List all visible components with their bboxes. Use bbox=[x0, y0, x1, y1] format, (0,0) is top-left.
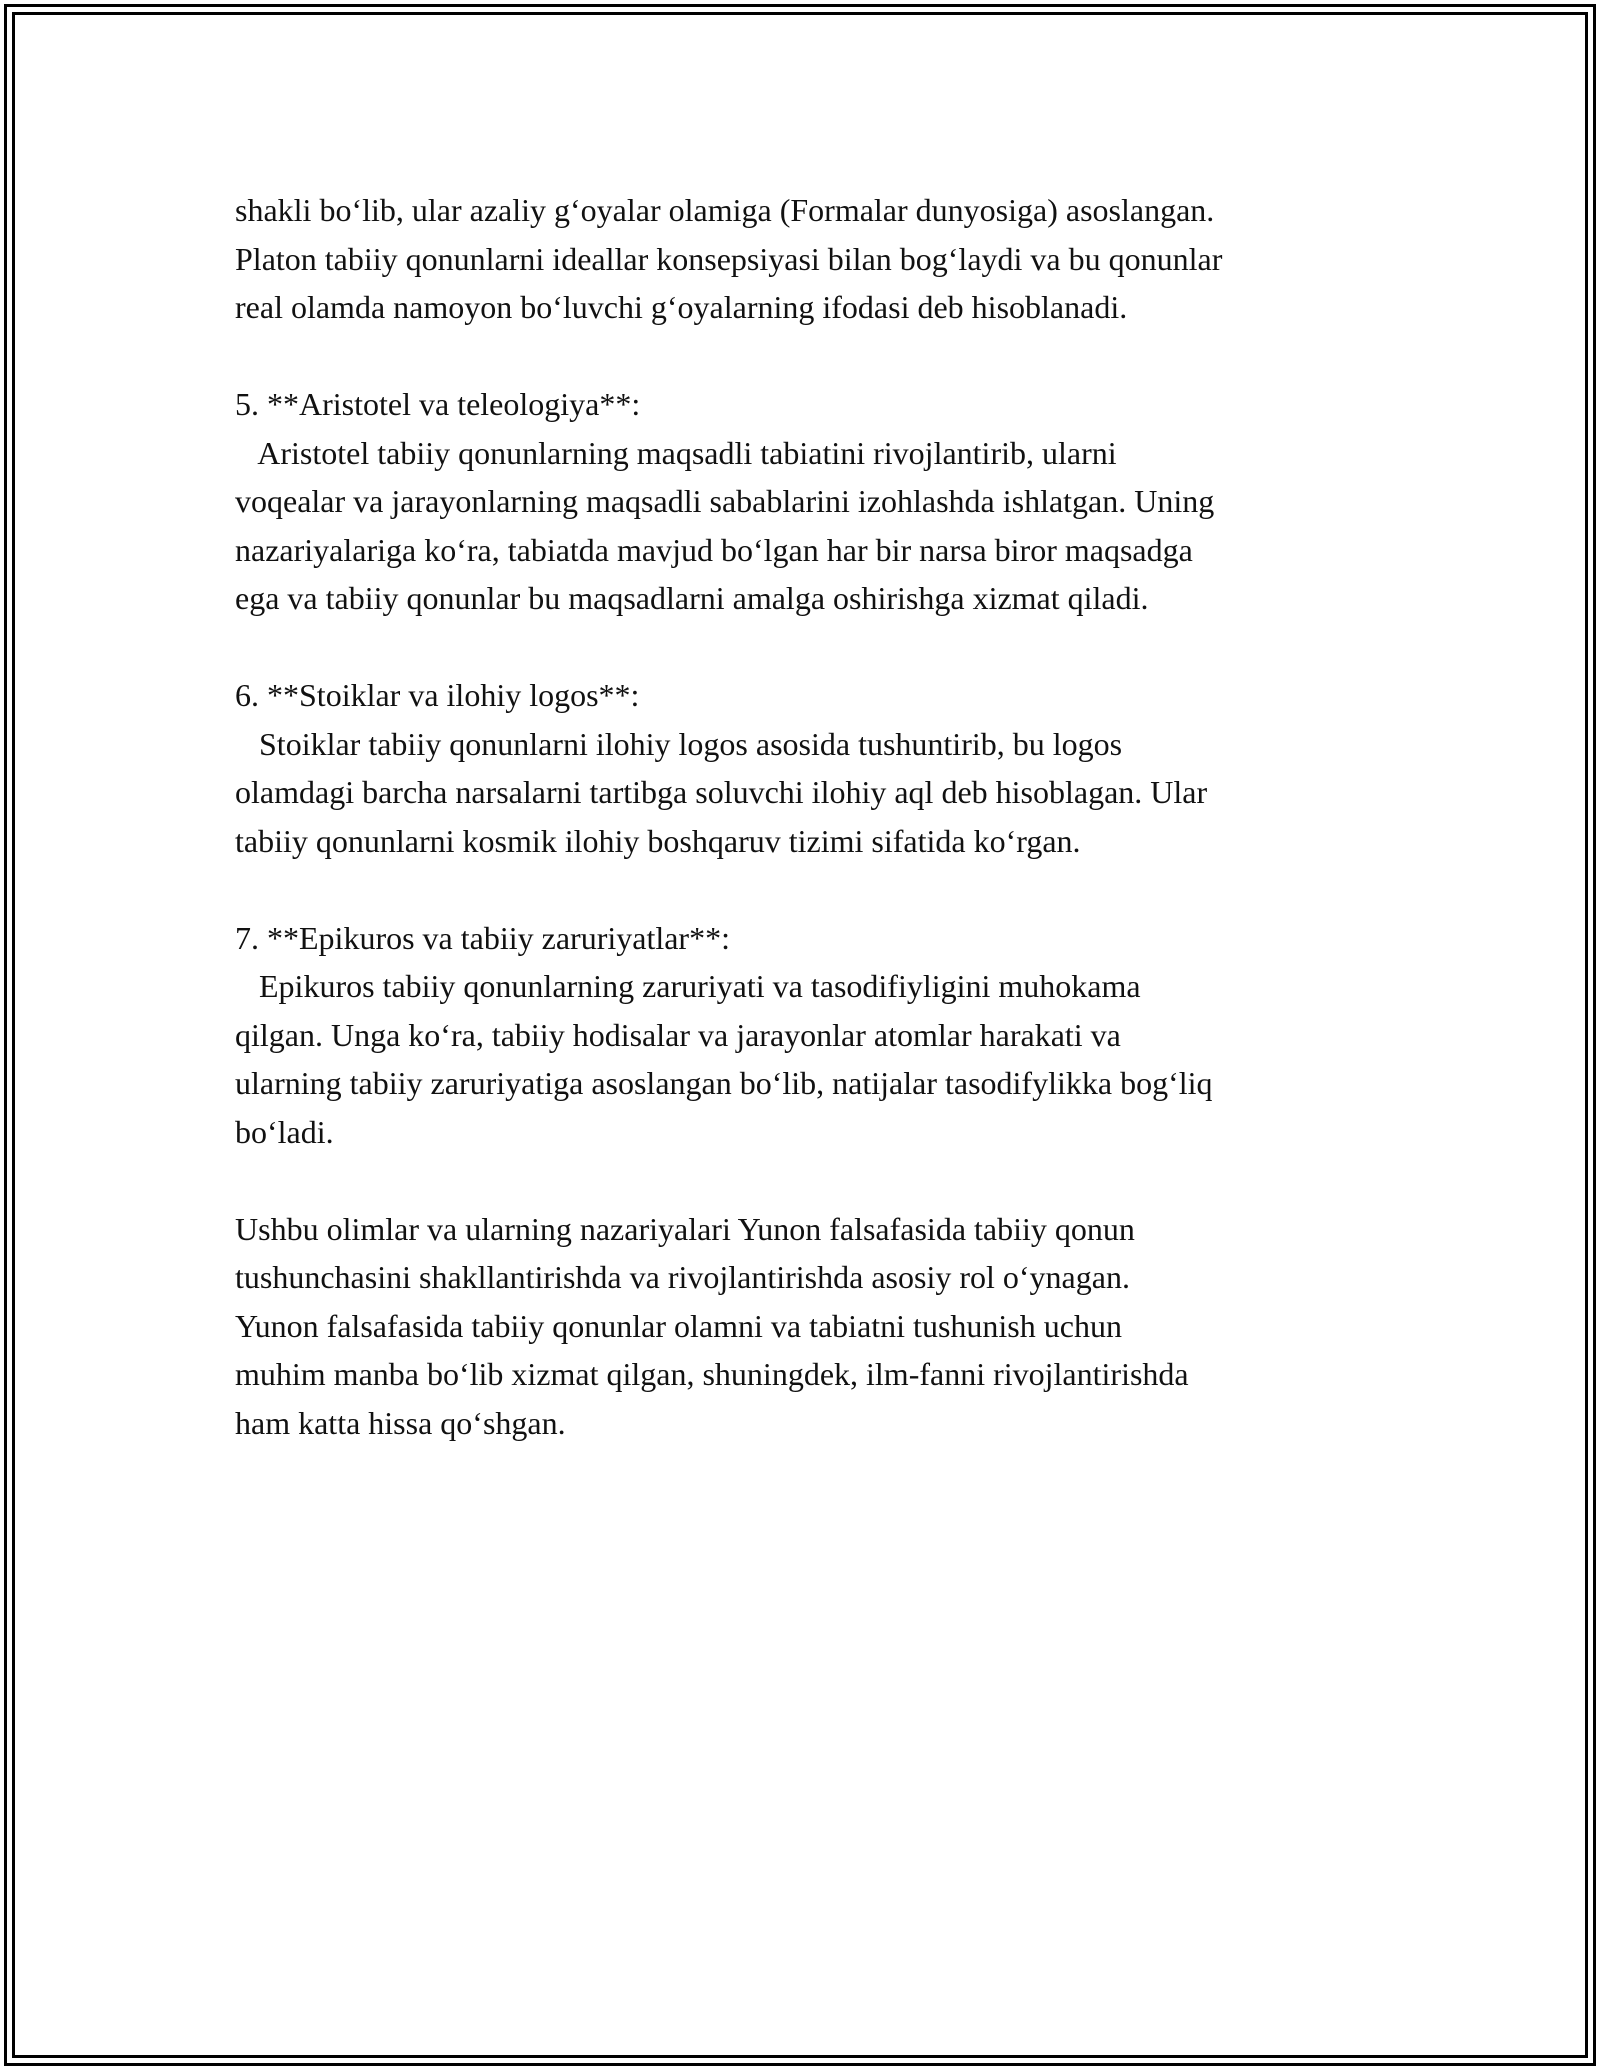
paragraph-aristotel bbox=[235, 380, 1395, 623]
text-line: nazariyalariga ko‘ra, tabiatda mavjud bo‘lgan har bir narsa biror maqsadga bbox=[235, 531, 1193, 568]
paragraph-stoiklar bbox=[235, 671, 1395, 865]
text-line: ham katta hissa qo‘shgan. bbox=[235, 1404, 566, 1441]
text-line: real olamda namoyon bo‘luvchi g‘oyalarning ifodasi deb hisoblanadi. bbox=[235, 289, 1128, 325]
text-line: ega va tabiiy qonunlar bu maqsadlarni amalga oshirishga xizmat qiladi. bbox=[235, 580, 1149, 616]
text-line: bo‘ladi. bbox=[235, 1113, 334, 1150]
text-line: voqealar va jarayonlarning maqsadli sabablarini izohlashda ishlatgan. Uning bbox=[235, 483, 1215, 519]
text-line: Platon tabiiy qonunlarni ideallar konsepsiyasi bilan bog‘laydi va bu qonunlar bbox=[235, 240, 1223, 277]
paragraph-gap bbox=[235, 1156, 1395, 1205]
paragraph-gap bbox=[235, 865, 1395, 914]
section-heading: 7. **Epikuros va tabiiy zaruriyatlar**: bbox=[235, 919, 730, 956]
paragraph-conclusion bbox=[235, 1205, 1395, 1448]
text-line: Yunon falsafasida tabiiy qonunlar olamni va tabiatni tushunish uchun bbox=[235, 1307, 1122, 1344]
paragraph-epikuros bbox=[235, 914, 1395, 1157]
paragraph-platon-continuation bbox=[235, 186, 1395, 332]
section-heading: 5. **Aristotel va teleologiya**: bbox=[235, 386, 641, 422]
text-line: shakli bo‘lib, ular azaliy g‘oyalar olamiga (Formalar dunyosiga) asoslangan. bbox=[235, 192, 1215, 228]
paragraph-gap bbox=[235, 332, 1395, 381]
text-line: Stoiklar tabiiy qonunlarni ilohiy logos asosida tushuntirib, bu logos bbox=[235, 725, 1123, 762]
text-line: Ushbu olimlar va ularning nazariyalari Yunon falsafasida tabiiy qonun bbox=[235, 1210, 1135, 1247]
text-line: muhim manba bo‘lib xizmat qilgan, shuningdek, ilm-fanni rivojlantirishda bbox=[235, 1356, 1189, 1392]
text-line: Aristotel tabiiy qonunlarning maqsadli tabiatini rivojlantirib, ularni bbox=[235, 434, 1117, 471]
text-line: olamdagi barcha narsalarni tartibga soluvchi ilohiy aql deb hisoblagan. Ular bbox=[235, 774, 1208, 810]
text-line: Epikuros tabiiy qonunlarning zaruriyati va tasodifiyligini muhokama bbox=[235, 968, 1141, 1004]
text-line: tabiiy qonunlarni kosmik ilohiy boshqaruv tizimi sifatida ko‘rgan. bbox=[235, 822, 1081, 859]
paragraph-gap bbox=[235, 623, 1395, 672]
section-heading: 6. **Stoiklar va ilohiy logos**: bbox=[235, 677, 640, 713]
text-line: ularning tabiiy zaruriyatiga asoslangan bo‘lib, natijalar tasodifylikka bog‘liq bbox=[235, 1065, 1213, 1101]
text-line: tushunchasini shakllantirishda va rivojlantirishda asosiy rol o‘ynagan. bbox=[235, 1259, 1130, 1295]
text-line: qilgan. Unga ko‘ra, tabiiy hodisalar va jarayonlar atomlar harakati va bbox=[235, 1016, 1121, 1053]
document-body bbox=[235, 186, 1395, 1447]
